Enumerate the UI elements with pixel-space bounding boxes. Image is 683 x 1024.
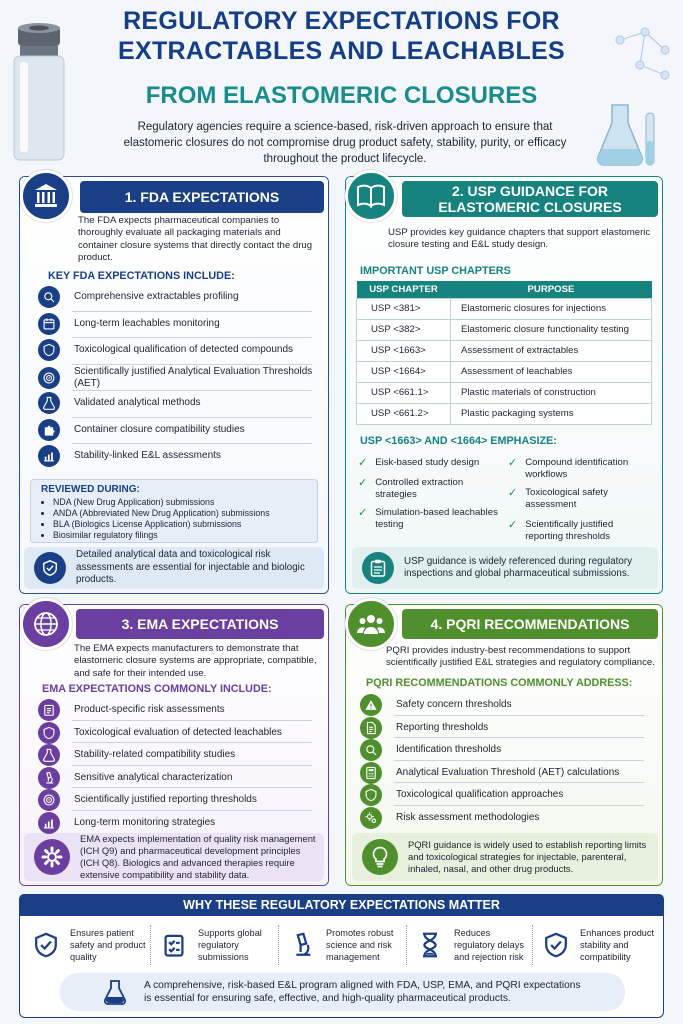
benefit-label: Reduces regulatory delays and rejection risk [454, 928, 524, 962]
flask-icon [590, 95, 670, 175]
checkmark-icon: ✓ [358, 477, 368, 489]
list-item: • NDA (New Drug Application) submissions [53, 497, 270, 508]
list-item [360, 717, 650, 739]
list-item-label: Long-term monitoring strategies [74, 816, 216, 828]
list-item: • Biosimilar regulatory filings [53, 530, 270, 541]
list-item [38, 744, 318, 766]
list-item [360, 784, 650, 806]
pqri-footer: PQRI guidance is widely used to establish reporting limits and toxicological strategies for injectable, parenteral, inhaled, nasal, and other drug products. [352, 833, 658, 881]
list-item-label: Product-specific risk assessments [74, 704, 225, 715]
reviewed-list [53, 497, 270, 541]
lightbulb-icon [362, 839, 398, 875]
table-header: PURPOSE [451, 281, 652, 298]
header [0, 0, 683, 172]
calendar-icon [38, 313, 60, 335]
list-item-label: Comprehensive extractables profiling [74, 291, 239, 302]
microscope-icon [38, 767, 60, 789]
chart-icon [38, 445, 60, 467]
list-item: • BLA (Biologics License Application) submissions [53, 519, 270, 530]
flask-icon [38, 392, 60, 414]
page-subtitle: FROM ELASTOMERIC CLOSURES [145, 82, 538, 109]
calculator-icon [360, 762, 382, 784]
flask-icon [100, 977, 130, 1007]
list-item [38, 419, 318, 441]
usp-emph-title: USP <1663> AND <1664> EMPHASIZE: [360, 435, 557, 447]
page-title: REGULATORY EXPECTATIONS FOR EXTRACTABLES AND LEACHABLES [118, 7, 565, 65]
list-item [508, 457, 648, 481]
target-icon [38, 367, 60, 389]
list-item [38, 812, 318, 834]
list-item [38, 767, 318, 789]
list-item-label: Toxicological evaluation of detected leachables [74, 726, 282, 738]
list-item [38, 699, 318, 721]
why-panel [19, 894, 664, 1018]
list-item [358, 507, 498, 531]
table-row [357, 361, 652, 382]
fda-panel [19, 176, 329, 594]
checkmark-icon: ✓ [508, 519, 518, 531]
benefit-label: Promotes robust science and risk management [326, 928, 394, 962]
ema-title: 3. EMA EXPECTATIONS [76, 609, 324, 639]
intro-text: Regulatory agencies require a science-based, risk-driven approach to ensure that elastomeric closures do not compromise drug product safety, stability, purity, or efficacy throughout the product lifecycle. [123, 121, 567, 165]
reviewed-title: REVIEWED DURING: [41, 484, 140, 495]
list-item-label: Reporting thresholds [396, 721, 489, 733]
shield-icon [38, 722, 60, 744]
list-item-label: Container closure compatibility studies [74, 423, 245, 435]
benefit-item [286, 923, 404, 967]
benefit-item [540, 923, 658, 967]
list-item [360, 807, 650, 829]
list-item [360, 739, 650, 761]
flask-icon [38, 744, 60, 766]
benefit-item [158, 923, 276, 967]
document-icon [360, 717, 382, 739]
benefit-label: Supports global regulatory submissions [198, 928, 262, 962]
list-item-label: Eisk-based study design [375, 457, 480, 468]
list-item [38, 789, 318, 811]
shield-icon [360, 784, 382, 806]
list-item [38, 445, 318, 467]
list-item-label: Validated analytical methods [74, 397, 201, 408]
ema-panel [19, 604, 329, 886]
clipboard-check-icon [158, 927, 190, 963]
usp-chapter: USP <381> [357, 298, 451, 319]
fda-intro: The FDA expects pharmaceutical companies to thoroughly evaluate all packaging materials and container closure systems that directly contact the drug product. [78, 215, 313, 264]
usp-purpose: Assessment of leachables [451, 361, 652, 382]
list-item [358, 457, 498, 469]
list-item-label: Identification thresholds [396, 744, 502, 755]
list-item [38, 313, 318, 335]
table-row [357, 403, 652, 424]
pqri-subhead: PQRI RECOMMENDATIONS COMMONLY ADDRESS: [366, 677, 633, 689]
list-item [38, 339, 318, 361]
list-item [360, 762, 650, 784]
list-item-label: Risk assessment methodologies [396, 811, 540, 823]
fda-footer: Detailed analytical data and toxicological risk assessments are essential for injectable and biologic products. [24, 547, 324, 589]
why-title: WHY THESE REGULATORY EXPECTATIONS MATTER [19, 894, 664, 916]
puzzle-icon [38, 419, 60, 441]
list-item-label: Safety concern thresholds [396, 699, 512, 710]
table-row [357, 382, 652, 403]
list-item [508, 519, 648, 543]
usp-chapters-table [356, 281, 652, 425]
ema-footer: EMA expects implementation of quality risk management (ICH Q9) and pharmaceutical development principles (ICH Q8). Biologics and advanced therapies require extensive compatibility and stability data. [24, 833, 324, 881]
checkmark-icon: ✓ [358, 457, 368, 469]
fda-subhead: KEY FDA EXPECTATIONS INCLUDE: [48, 270, 235, 282]
list-item-label: Sensitive analytical characterization [74, 771, 233, 783]
list-item [38, 286, 318, 308]
list-item-label: Analytical Evaluation Threshold (AET) calculations [396, 766, 620, 778]
usp-panel [345, 176, 663, 594]
pqri-intro: PQRI provides industry-best recommendations to support scientifically justified E&L strategies and regulatory compliance. [386, 645, 655, 669]
usp-chapter: USP <661.1> [357, 382, 451, 403]
list-item-label: Scientifically justified reporting thresholds [525, 519, 614, 542]
ema-subhead: EMA EXPECTATIONS COMMONLY INCLUDE: [42, 683, 272, 695]
list-item [360, 694, 650, 716]
list-item-label: Compound identification workflows [525, 457, 629, 480]
capitol-icon [20, 170, 72, 222]
chart-icon [38, 812, 60, 834]
list-item [358, 477, 498, 501]
usp-purpose: Elastomeric closure functionality testing [451, 319, 652, 340]
people-icon [345, 598, 397, 650]
usp-title: 2. USP GUIDANCE FOR ELASTOMERIC CLOSURES [402, 181, 658, 217]
table-row [357, 298, 652, 319]
list-item-label: Toxicological qualification of detected compounds [74, 344, 294, 355]
clipboard-icon [362, 552, 394, 584]
list-item-label: Stability-related compatibility studies [74, 749, 236, 760]
hourglass-icon [414, 927, 446, 963]
magnifier-icon [360, 739, 382, 761]
list-item-label: Scientifically justified Analytical Evaluation Thresholds (AET) [74, 365, 313, 389]
list-item-label: Controlled extraction strategies [375, 477, 464, 500]
shield-check-icon [540, 927, 572, 963]
list-item [508, 487, 648, 511]
checkmark-icon: ✓ [508, 457, 518, 469]
usp-chapter: USP <382> [357, 319, 451, 340]
list-item [38, 366, 318, 390]
list-item-label: Toxicological safety assessment [525, 487, 608, 510]
list-item [38, 722, 318, 744]
list-item-label: Simulation-based leachables testing [375, 507, 498, 530]
table-header: USP CHAPTER [357, 281, 451, 298]
benefit-item [414, 923, 532, 967]
usp-purpose: Plastic packaging systems [451, 403, 652, 424]
closing-statement: A comprehensive, risk-based E&L program aligned with FDA, USP, EMA, and PQRI expectations is essential for ensuring safe, effective, and high-quality pharmaceutical products. [60, 973, 625, 1011]
target-icon [38, 789, 60, 811]
usp-footer: USP guidance is widely referenced during regulatory inspections and global pharmaceutical submissions. [352, 547, 658, 589]
benefit-item [30, 923, 148, 967]
book-icon [345, 170, 397, 222]
checkmark-icon: ✓ [358, 507, 368, 519]
usp-intro: USP provides key guidance chapters that support elastomeric closure testing and E&L study design. [388, 227, 651, 251]
usp-purpose: Assessment of extractables [451, 340, 652, 361]
usp-chapter: USP <1663> [357, 340, 451, 361]
list-item [38, 392, 318, 414]
gear-icon [34, 839, 70, 875]
usp-chapter: USP <1664> [357, 361, 451, 382]
table-row [357, 319, 652, 340]
usp-subhead: IMPORTANT USP CHAPTERS [360, 265, 511, 277]
table-row [357, 340, 652, 361]
globe-icon [20, 598, 72, 650]
benefit-label: Ensures patient safety and product quality [70, 928, 146, 962]
shield-icon [38, 339, 60, 361]
fda-title: 1. FDA EXPECTATIONS [80, 181, 324, 213]
shield-check-icon [34, 552, 66, 584]
list-item-label: Stability-linked E&L assessments [74, 450, 221, 461]
list-item-label: Long-term leachables monitoring [74, 317, 220, 329]
warning-icon [360, 694, 382, 716]
list-item-label: Toxicological qualification approaches [396, 789, 564, 800]
usp-purpose: Elastomeric closures for injections [451, 298, 652, 319]
ema-intro: The EMA expects manufacturers to demonstrate that elastomeric closure systems are appropriate, compatible, and safe for their intended use. [74, 643, 317, 679]
gears-icon [360, 807, 382, 829]
list-item: • ANDA (Abbreviated New Drug Application) submissions [53, 508, 270, 519]
clipboard-icon [38, 699, 60, 721]
usp-purpose: Plastic materials of construction [451, 382, 652, 403]
list-item-label: Scientifically justified reporting thresholds [74, 794, 257, 805]
usp-chapter: USP <661.2> [357, 403, 451, 424]
pqri-panel [345, 604, 663, 886]
shield-check-icon [30, 927, 62, 963]
microscope-icon [286, 927, 318, 963]
pqri-title: 4. PQRI RECOMMENDATIONS [402, 609, 658, 639]
benefit-label: Enhances product stability and compatibility [580, 928, 655, 962]
reviewed-box [30, 479, 318, 543]
checkmark-icon: ✓ [508, 487, 518, 499]
magnifier-icon [38, 286, 60, 308]
